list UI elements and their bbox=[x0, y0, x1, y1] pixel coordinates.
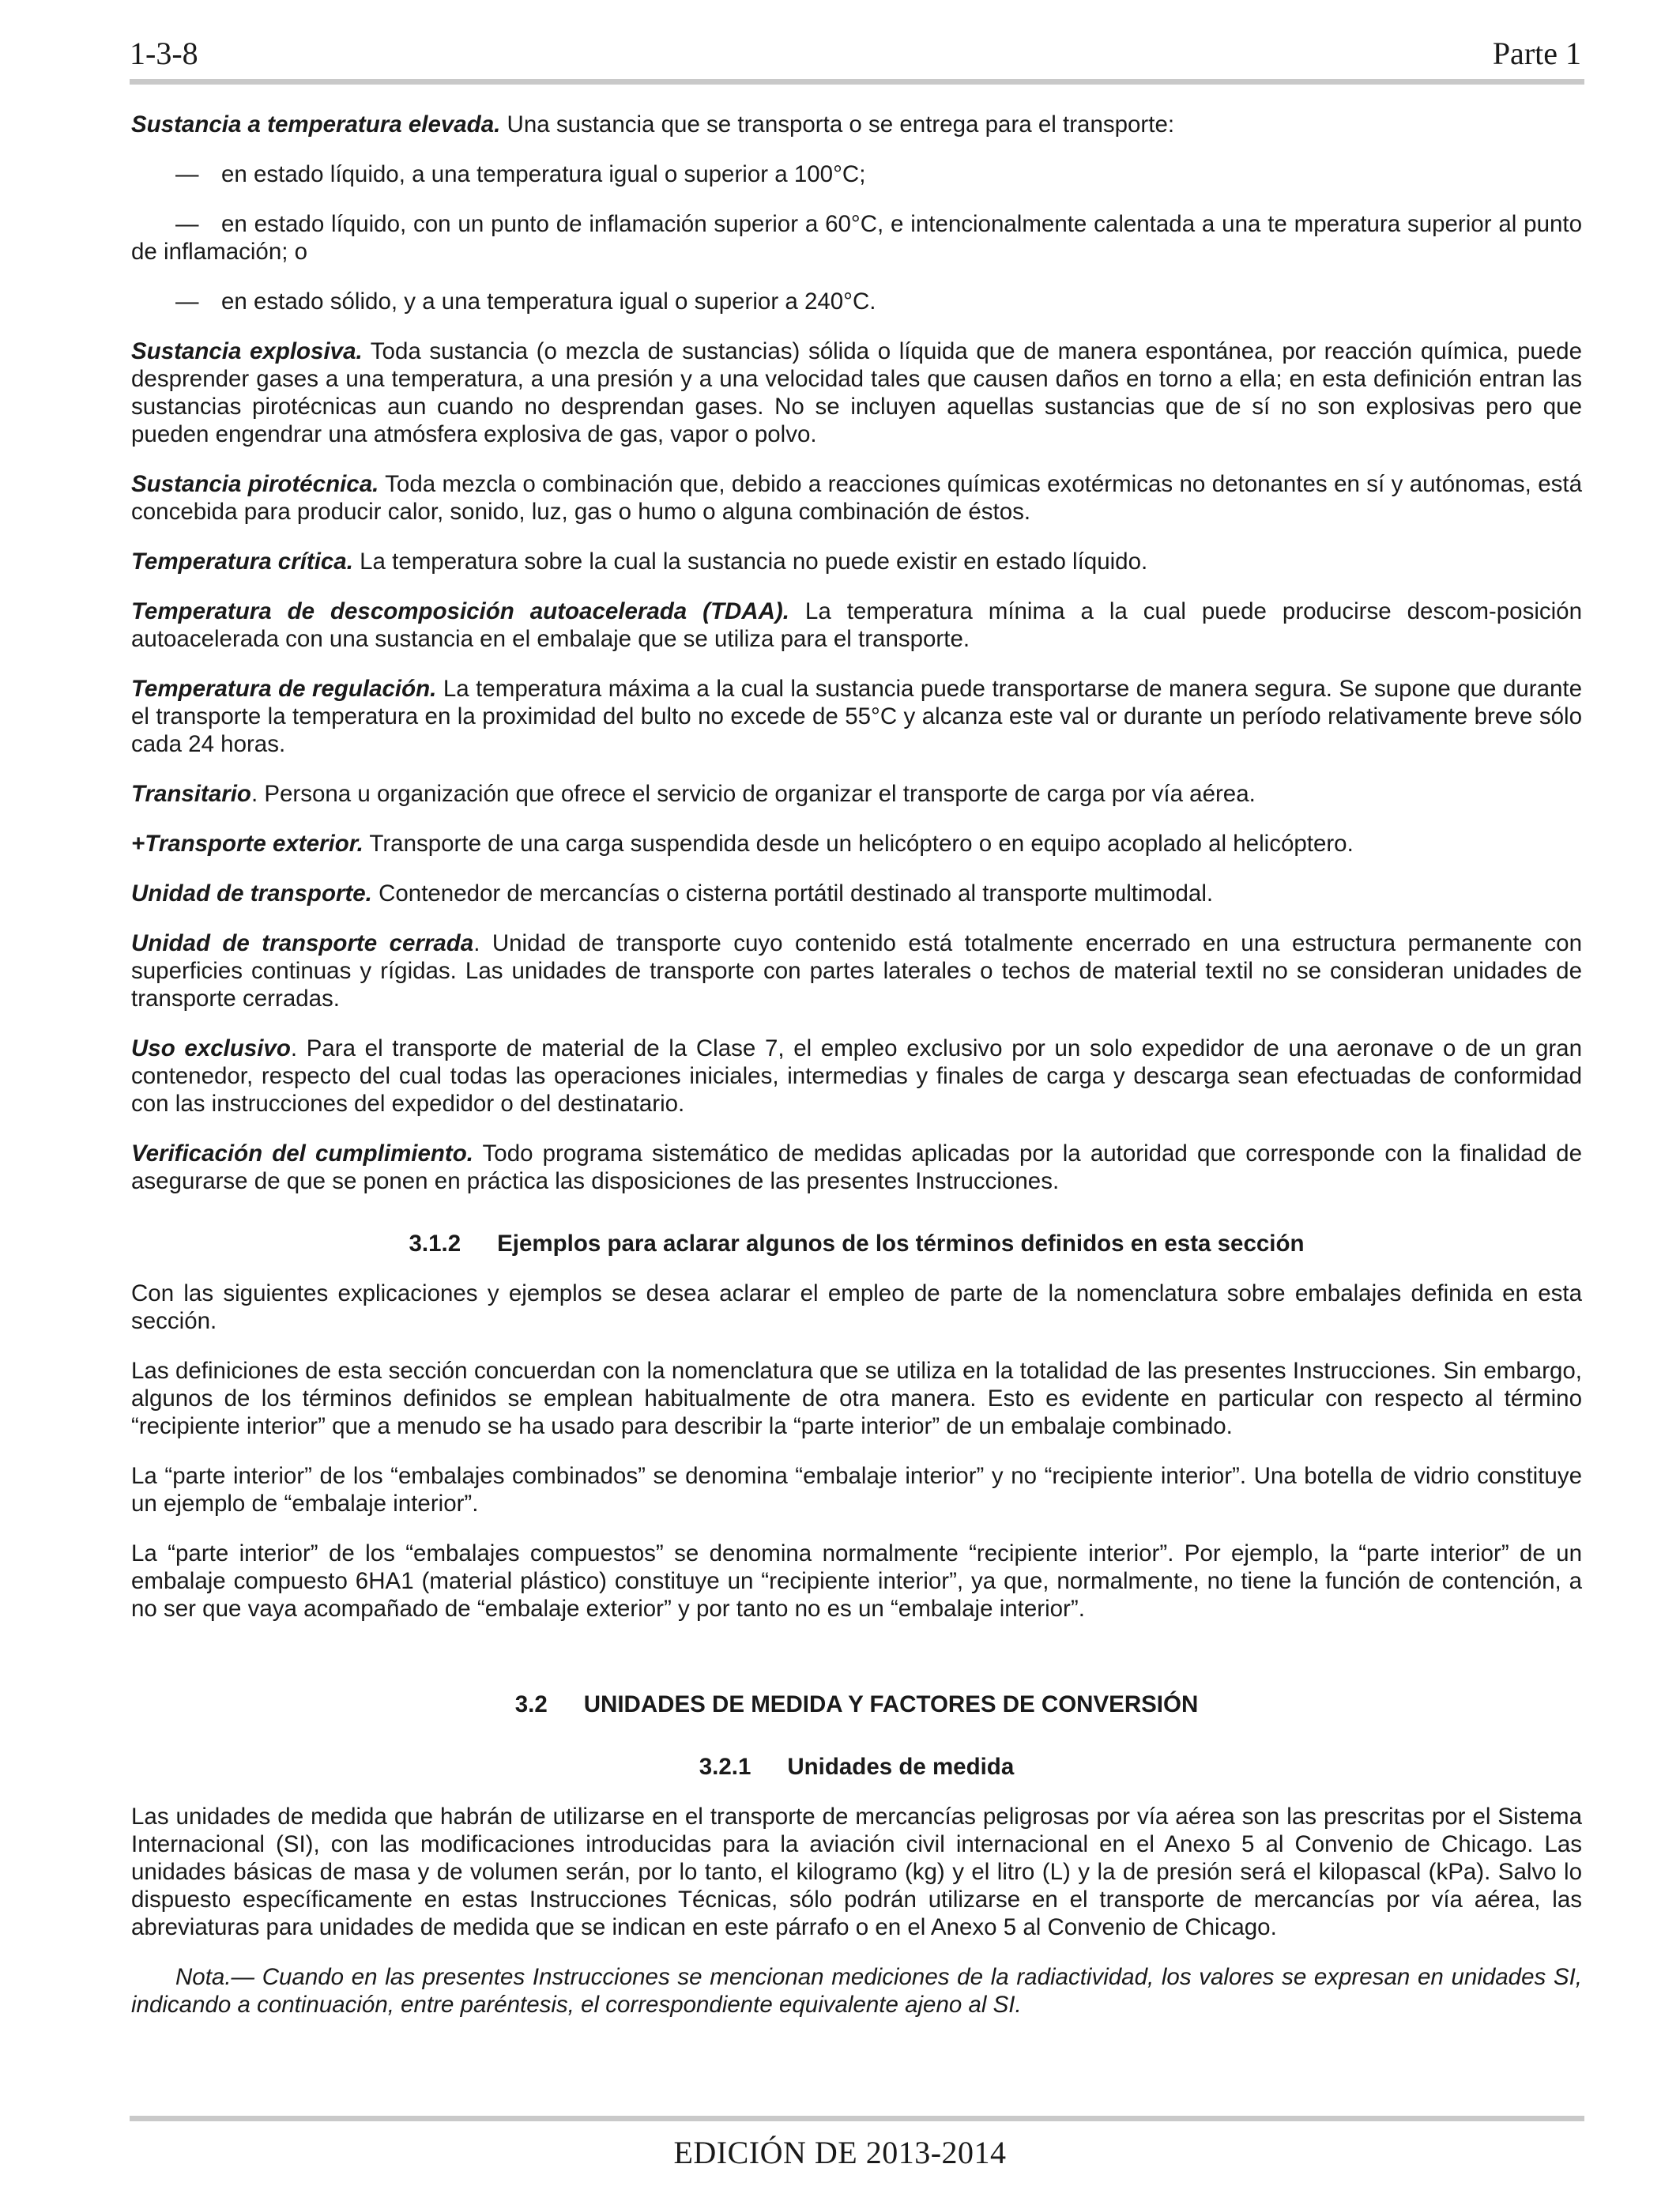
document-body bbox=[131, 111, 1582, 2041]
list-item-text: en estado líquido, con un punto de inflamación superior a 60°C, e intencionalmente calentada a una te mperatura superior al punto de inflamación; o bbox=[131, 211, 1582, 265]
definition-text: Contenedor de mercancías o cisterna portátil destinado al transporte multimodal. bbox=[371, 880, 1214, 907]
list-item bbox=[131, 160, 1582, 188]
definition-paragraph bbox=[131, 337, 1582, 448]
section-number: 3.2 bbox=[514, 1691, 548, 1717]
footer-rule bbox=[130, 2116, 1584, 2121]
dash-marker: — bbox=[175, 161, 199, 187]
body-paragraph: Las unidades de medida que habrán de utilizarse en el transporte de mercancías peligrosas por vía aérea son las prescritas por el Sistema Internacional (SI), con las modificaciones introducidas para la aviación civil internacional en el Anexo 5 al Convenio de Chicago. Las unidades básicas de masa y de volumen serán, por lo tanto, el kilogramo (kg) y el litro (L) y la de presión será el kilopascal (kPa). Salvo lo dispuesto específicamente en estas Instrucciones Técnicas, sólo podrán utilizarse en el transporte de mercancías por vía aérea, las abreviaturas para unidades de medida que se indican en este párrafo o en el Anexo 5 al Convenio de Chicago. bbox=[131, 1804, 1582, 1940]
section-title: Ejemplos para aclarar algunos de los términos definidos en esta sección bbox=[497, 1231, 1305, 1257]
section-title: Unidades de medida bbox=[787, 1754, 1015, 1780]
definition-text: Todo programa sistemático de medidas aplicadas por la autoridad que corresponde con la finalidad de asegurarse de que se ponen en práctica las disposiciones de las presentes Instrucciones. bbox=[131, 1140, 1582, 1194]
definition-text: . Para el transporte de material de la Clase 7, el empleo exclusivo por un solo expedidor de una aeronave o de un gran contenedor, respecto del cual todas las operaciones iniciales, intermedias y finales de carga y descarga sean efectuadas de conformidad con las instrucciones del expedidor o del destinatario. bbox=[131, 1035, 1582, 1117]
definition-term: Uso exclusivo bbox=[131, 1035, 291, 1061]
definition-term: Transitario bbox=[131, 781, 251, 807]
dash-marker: — bbox=[175, 288, 199, 315]
definition-text: Transporte de una carga suspendida desde un helicóptero o en equipo acoplado al helicóptero. bbox=[363, 831, 1354, 857]
definition-text: Una sustancia que se transporta o se entrega para el transporte: bbox=[500, 111, 1175, 138]
page-header bbox=[130, 35, 1584, 79]
list-item bbox=[131, 210, 1582, 266]
definition-paragraph bbox=[131, 929, 1582, 1012]
section-heading-3-2 bbox=[131, 1691, 1582, 1718]
definition-paragraph bbox=[131, 675, 1582, 758]
definition-text: La temperatura sobre la cual la sustancia no puede existir en estado líquido. bbox=[352, 548, 1148, 575]
definition-term: Temperatura crítica. bbox=[131, 548, 353, 575]
section-number: 3.1.2 bbox=[409, 1231, 461, 1257]
definition-text: La temperatura mínima a la cual puede producirse descom-posición autoacelerada con una sustancia en el embalaje que se utiliza para el transporte. bbox=[131, 598, 1582, 652]
definition-paragraph bbox=[131, 548, 1582, 575]
definition-term: Temperatura de descomposición autoacelerada (TDAA). bbox=[131, 598, 789, 624]
definition-term: Verificación del cumplimiento. bbox=[131, 1140, 473, 1167]
page-number: 1-3-8 bbox=[130, 36, 198, 71]
definition-paragraph bbox=[131, 470, 1582, 526]
dash-marker: — bbox=[175, 211, 199, 237]
definition-paragraph bbox=[131, 1035, 1582, 1118]
section-title: UNIDADES DE MEDIDA Y FACTORES DE CONVERSIÓN bbox=[583, 1691, 1199, 1717]
section-heading-3-2-1 bbox=[131, 1753, 1582, 1781]
definition-paragraph bbox=[131, 780, 1582, 808]
list-item-text: en estado sólido, y a una temperatura igual o superior a 240°C. bbox=[221, 288, 876, 315]
definition-term: Sustancia explosiva. bbox=[131, 338, 363, 364]
edition-footer: EDICIÓN DE 2013-2014 bbox=[673, 2135, 1007, 2170]
body-paragraph: Las definiciones de esta sección concuerdan con la nomenclatura que se utiliza en la totalidad de las presentes Instrucciones. Sin embargo, algunos de los términos definidos se emplean habitualmente de otra manera. Esto es evidente en particular con respecto al término “recipiente interior” que a menudo se ha usado para describir la “parte interior” de un embalaje combinado. bbox=[131, 1358, 1582, 1439]
definition-text: Toda sustancia (o mezcla de sustancias) sólida o líquida que de manera espontánea, por reacción química, puede desprender gases a una temperatura, a una presión y a una velocidad tales que causen daños en torno a ella; en esta definición entran las sustancias pirotécnicas aun cuando no desprendan gases. No se incluyen aquellas sustancias que de sí no son explosivas pero que pueden engendrar una atmósfera explosiva de gas, vapor o polvo. bbox=[131, 338, 1582, 447]
body-paragraph: La “parte interior” de los “embalajes compuestos” se denomina normalmente “recipiente interior”. Por ejemplo, la “parte interior” de un embalaje compuesto 6HA1 (material plástico) constituye un “recipiente interior”, ya que, normalmente, no tiene la función de contención, a no ser que vaya acompañado de “embalaje exterior” y por tanto no es un “embalaje interior”. bbox=[131, 1540, 1582, 1622]
definition-elevated-temperature bbox=[131, 111, 1582, 138]
definition-term: Sustancia a temperatura elevada. bbox=[131, 111, 501, 138]
definition-text: La temperatura máxima a la cual la sustancia puede transportarse de manera segura. Se supone que durante el transporte la temperatura en la proximidad del bulto no excede de 55°C y alcanza este val or durante un período relativamente breve sólo cada 24 horas. bbox=[131, 676, 1582, 757]
definition-term: Temperatura de regulación. bbox=[131, 676, 437, 702]
definition-term: Sustancia pirotécnica. bbox=[131, 471, 379, 497]
definition-text: Toda mezcla o combinación que, debido a reacciones químicas exotérmicas no detonantes en sí y autónomas, está concebida para producir calor, sonido, luz, gas o humo o alguna combinación de éstos. bbox=[131, 471, 1582, 525]
definition-term: Unidad de transporte. bbox=[131, 880, 372, 907]
list-item-text: en estado líquido, a una temperatura igual o superior a 100°C; bbox=[221, 161, 866, 187]
note-paragraph: Nota.— Cuando en las presentes Instrucciones se mencionan mediciones de la radiactividad, los valores se expresan en unidades SI, indicando a continuación, entre paréntesis, el correspondiente equivalente ajeno al SI. bbox=[131, 1964, 1582, 2018]
definition-text: . Unidad de transporte cuyo contenido está totalmente encerrado en una estructura permanente con superficies continuas y rígidas. Las unidades de transporte con partes laterales o techos de material textil no se consideran unidades de transporte cerradas. bbox=[131, 930, 1582, 1012]
definition-term: Unidad de transporte cerrada bbox=[131, 930, 474, 956]
section-number: 3.2.1 bbox=[699, 1754, 751, 1780]
body-paragraph: Con las siguientes explicaciones y ejemplos se desea aclarar el empleo de parte de la nomenclatura sobre embalajes definida en esta sección. bbox=[131, 1280, 1582, 1334]
section-heading-3-1-2 bbox=[131, 1230, 1582, 1257]
definition-term: +Transporte exterior. bbox=[131, 831, 363, 857]
body-paragraph: La “parte interior” de los “embalajes combinados” se denomina “embalaje interior” y no “recipiente interior”. Una botella de vidrio constituye un ejemplo de “embalaje interior”. bbox=[131, 1463, 1582, 1517]
definition-paragraph bbox=[131, 880, 1582, 907]
definition-paragraph bbox=[131, 598, 1582, 653]
list-item bbox=[131, 288, 1582, 315]
definition-text: . Persona u organización que ofrece el servicio de organizar el transporte de carga por vía aérea. bbox=[250, 781, 1256, 807]
header-rule bbox=[130, 79, 1584, 85]
definition-paragraph bbox=[131, 1140, 1582, 1195]
definition-paragraph bbox=[131, 830, 1582, 858]
part-label: Parte 1 bbox=[1492, 36, 1581, 71]
